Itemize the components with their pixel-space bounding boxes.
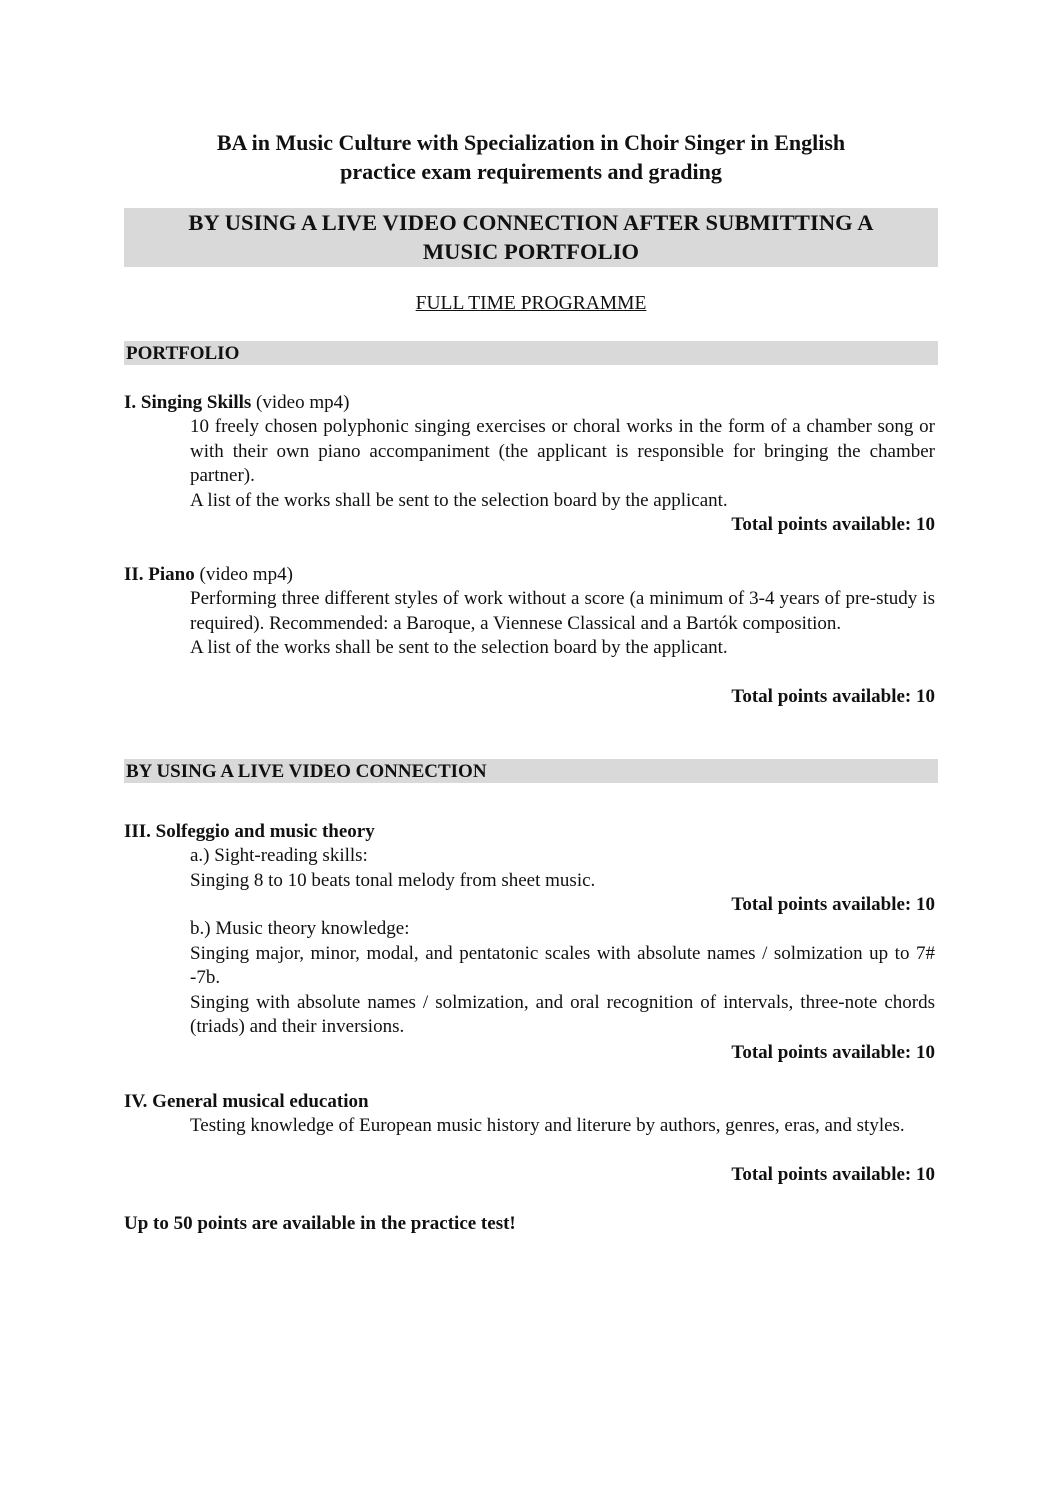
item-title: III. Solfeggio and music theory (124, 821, 375, 842)
points-music-theory: Total points available: 10 (731, 1042, 935, 1063)
item-title: Singing Skills (140, 392, 252, 413)
method-banner (124, 208, 938, 267)
item-number: I. (124, 392, 137, 413)
title-line-1: BA in Music Culture with Specialization in Choir Singer in English (216, 130, 846, 155)
paragraph: A list of the works shall be sent to the selection board by the applicant. (190, 637, 728, 658)
item-body-general (190, 1114, 935, 1139)
item-body-singing (190, 415, 935, 513)
programme-label: FULL TIME PROGRAMME (415, 293, 647, 314)
total-points-summary: Up to 50 points are available in the practice test! (124, 1213, 516, 1234)
item-title: IV. General musical education (124, 1091, 369, 1112)
title-line-2: practice exam requirements and grading (340, 159, 722, 184)
item-title: Piano (148, 564, 195, 585)
paragraph: 10 freely chosen polyphonic singing exercises or choral works in the form of a chamber song or with their own piano accompaniment (the applicant is responsible for bringing the chamber partner). (190, 416, 935, 486)
subitem-label: b.) Music theory knowledge: (190, 918, 410, 939)
subitem-label: a.) Sight-reading skills: (190, 845, 368, 866)
points-sight-reading: Total points available: 10 (731, 894, 935, 915)
banner-line-1: BY USING A LIVE VIDEO CONNECTION AFTER SUBMITTING A (188, 210, 874, 235)
paragraph: Testing knowledge of European music history and literure by authors, genres, eras, and styles. (190, 1115, 905, 1136)
paragraph: Performing three different styles of work without a score (a minimum of 3-4 years of pre-study is required). Recommended: a Baroque, a Viennese Classical and a Bartók composition. (190, 588, 935, 634)
points-singing: Total points available: 10 (731, 514, 935, 535)
paragraph: A list of the works shall be sent to the selection board by the applicant. (190, 489, 728, 511)
paragraph: Singing major, minor, modal, and pentatonic scales with absolute names / solmization up to 7# -7b. (190, 942, 935, 988)
paragraph: Singing 8 to 10 beats tonal melody from sheet music. (190, 869, 596, 891)
item-heading-singing (124, 391, 938, 416)
points-general: Total points available: 10 (731, 1164, 935, 1185)
item-format: (video mp4) (256, 392, 350, 413)
section-heading-portfolio: PORTFOLIO (124, 341, 938, 365)
paragraph: Singing with absolute names / solmization, and oral recognition of intervals, three-note chords (triads) and their inversions. (190, 991, 935, 1037)
item-body-piano (190, 587, 935, 661)
item-format: (video mp4) (199, 564, 293, 585)
banner-line-2: MUSIC PORTFOLIO (422, 239, 640, 264)
section-heading-live-video: BY USING A LIVE VIDEO CONNECTION (124, 759, 938, 783)
item-heading-piano (124, 563, 938, 588)
points-piano: Total points available: 10 (731, 686, 935, 707)
document-title (124, 128, 938, 186)
item-number: II. (124, 564, 144, 585)
item-heading-general (124, 1090, 938, 1115)
item-heading-solfeggio (124, 820, 938, 845)
subitem-music-theory (190, 917, 935, 1040)
subitem-sight-reading (190, 844, 935, 893)
